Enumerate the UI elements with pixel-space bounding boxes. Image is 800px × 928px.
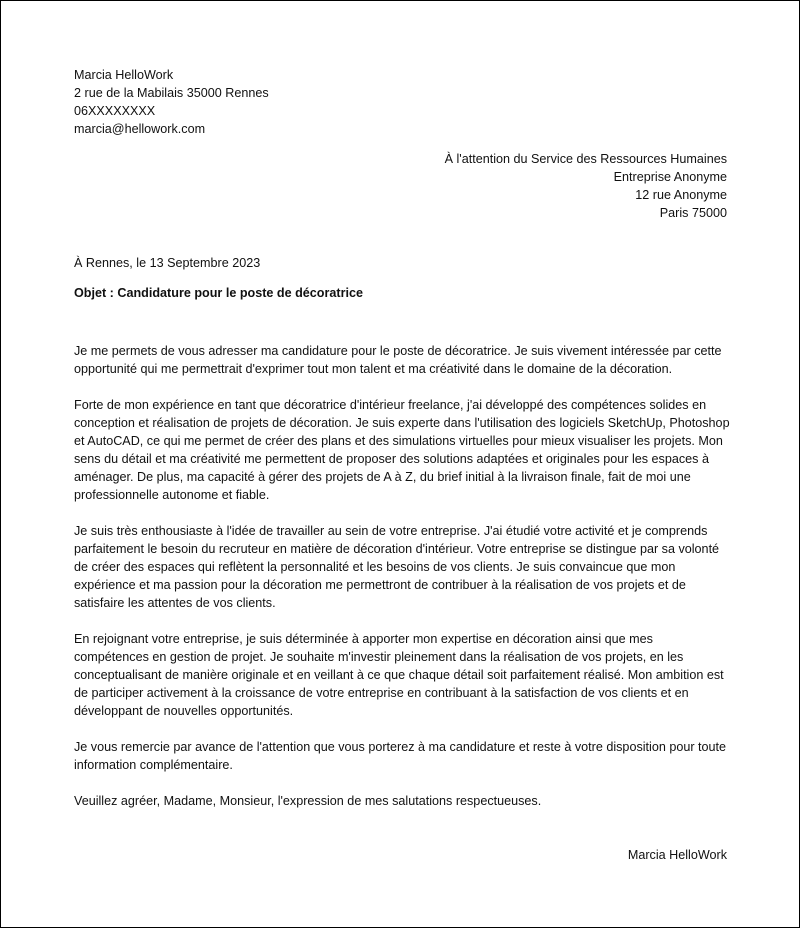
letter-body [74,342,730,828]
letter-date: À Rennes, le 13 Septembre 2023 [74,256,261,270]
body-paragraph: Je me permets de vous adresser ma candidature pour le poste de décoratrice. Je suis vivement intéressée par cette opportunité qui me permettrait d'exprimer tout mon talent et ma créativité dans le domaine de la décoration. [74,344,722,376]
body-paragraph: Je vous remercie par avance de l'attention que vous porterez à ma candidature et reste à votre disposition pour toute information complémentaire. [74,740,727,772]
recipient-attention: À l'attention du Service des Ressources Humaines [444,152,727,166]
recipient-street: 12 rue Anonyme [635,188,727,202]
body-paragraph: Je suis très enthousiaste à l'idée de travailler au sein de votre entreprise. J'ai étudié votre activité et je comprends parfaitement le besoin du recruteur en matière de décoration d'intérieur. Votre entreprise se distingue par sa volonté de créer des espaces qui reflètent la personnalité et les besoins de vos clients. Je suis convaincue que mon expérience et ma passion pour la décoration me permettront de contribuer à la réalisation de vos projets et de satisfaire les attentes de vos clients. [74,524,720,610]
body-paragraph: En rejoignant votre entreprise, je suis déterminée à apporter mon expertise en décoration ainsi que mes compétences en gestion de projet. Je souhaite m'investir pleinement dans la réalisation de vos projets, en les conceptualisant de manière originale et en veillant à ce que chaque détail soit parfaitement réalisé. Mon ambition est de participer activement à la croissance de votre entreprise en contribuant à la satisfaction de vos clients et en développant de nouvelles opportunités. [74,632,724,718]
sender-address: 2 rue de la Mabilais 35000 Rennes [74,86,269,100]
body-paragraph: Forte de mon expérience en tant que décoratrice d'intérieur freelance, j'ai développé des compétences solides en conception et réalisation de projets de décoration. Je suis experte dans l'utilisation des logiciels SketchUp, Photoshop et AutoCAD, ce qui me permet de créer des plans et des simulations virtuelles pour mieux visualiser les projets. Mon sens du détail et ma créativité me permettent de proposer des solutions adaptées et originales pour les espaces à aménager. De plus, ma capacité à gérer des projets de A à Z, du brief initial à la livraison finale, fait de moi une professionnelle autonome et fiable. [74,398,730,502]
sender-name: Marcia HelloWork [74,68,174,82]
closing-paragraph: Veuillez agréer, Madame, Monsieur, l'expression de mes salutations respectueuses. [74,794,542,808]
recipient-company: Entreprise Anonyme [613,170,727,184]
sender-email: marcia@hellowork.com [74,122,206,136]
recipient-block [445,150,727,222]
recipient-city: Paris 75000 [659,206,727,220]
letter-subject: Objet : Candidature pour le poste de décoratrice [74,286,364,300]
sender-phone: 06XXXXXXXX [74,104,156,118]
signature: Marcia HelloWork [627,848,727,862]
sender-block [74,66,269,138]
